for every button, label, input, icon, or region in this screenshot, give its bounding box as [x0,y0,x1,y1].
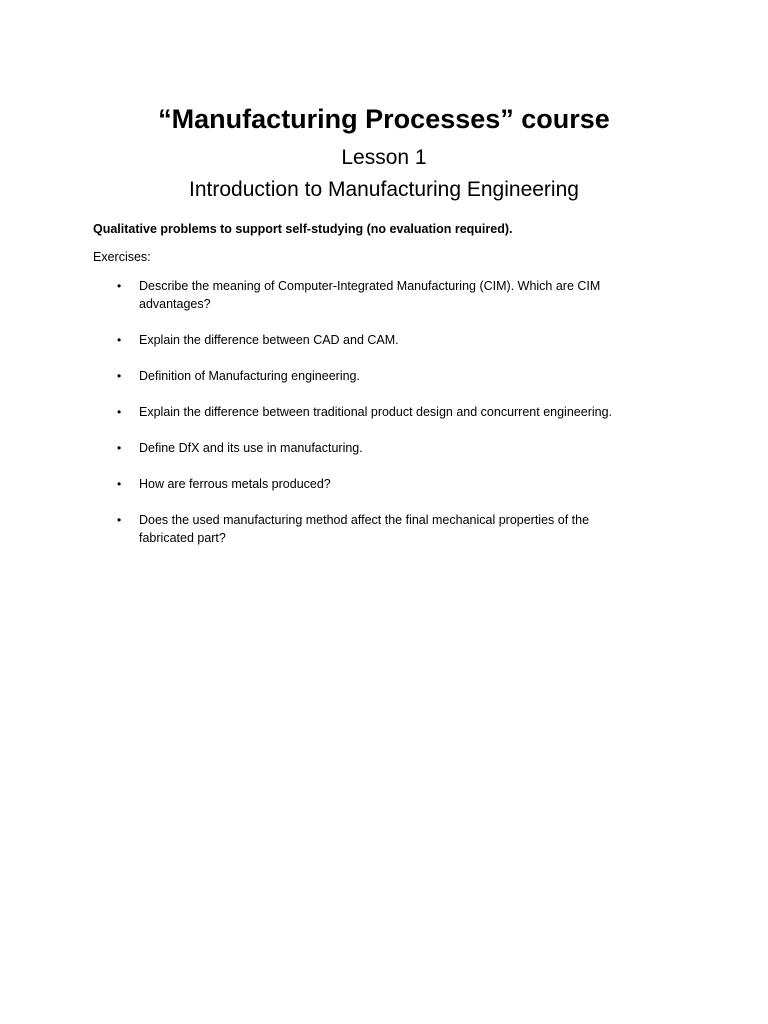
bullet-icon: • [117,477,122,491]
exercise-item [0,277,639,313]
exercise-text: Define DfX and its use in manufacturing. [139,441,363,455]
exercise-text: Explain the difference between traditional product design and concurrent engineering. [139,405,613,419]
exercise-text: Does the used manufacturing method affect the final mechanical properties of the fabricated part? [139,513,590,545]
bullet-icon: • [117,405,122,419]
exercise-text: Definition of Manufacturing engineering. [139,369,360,383]
exercise-item [0,511,639,547]
lesson-number: Lesson 1 [341,146,427,169]
exercise-item [0,331,639,349]
document-title: “Manufacturing Processes” course [158,104,610,134]
exercises-label: Exercises: [93,250,151,264]
exercise-list [0,277,768,565]
exercise-item [0,475,639,493]
exercise-item [0,439,639,457]
intro-text: Qualitative problems to support self-studying (no evaluation required). [93,222,513,236]
exercise-text: Describe the meaning of Computer-Integrated Manufacturing (CIM). Which are CIM advantages? [139,279,601,311]
exercise-item [0,367,639,385]
bullet-icon: • [117,369,122,383]
exercise-text: Explain the difference between CAD and CAM. [139,333,399,347]
bullet-icon: • [117,333,122,347]
exercise-text: How are ferrous metals produced? [139,477,331,491]
lesson-topic: Introduction to Manufacturing Engineering [189,178,579,201]
bullet-icon: • [117,513,122,527]
exercise-item [0,403,639,421]
bullet-icon: • [117,441,122,455]
bullet-icon: • [117,279,122,293]
